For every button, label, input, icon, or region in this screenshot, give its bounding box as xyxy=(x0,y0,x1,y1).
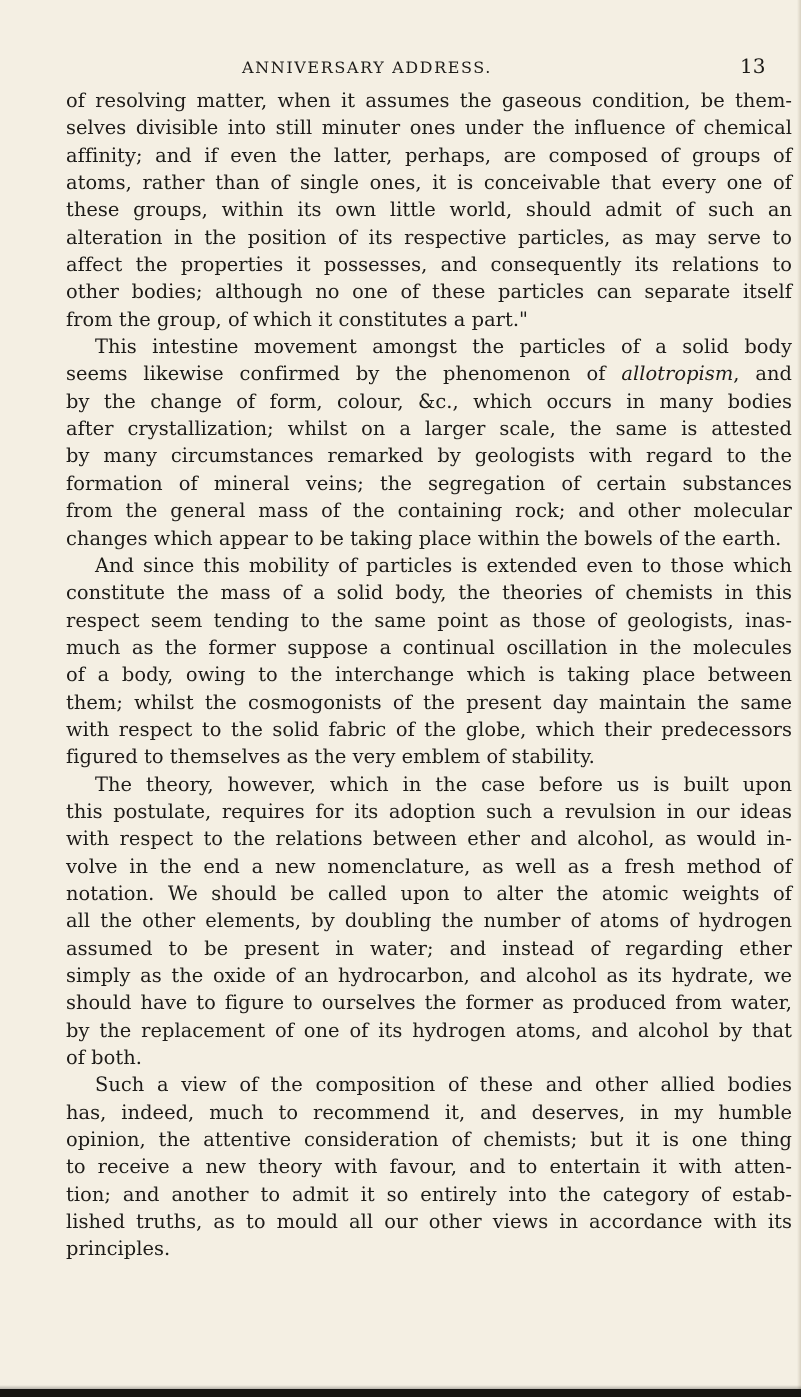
text-line: of a body, owing to the interchange which is taking place between xyxy=(66,663,792,687)
text-line: to receive a new theory with favour, and to entertain it with atten- xyxy=(66,1155,792,1179)
text-line: selves divisible into still minuter ones under the influence of chemical xyxy=(66,116,792,140)
text-line: by the replacement of one of its hydrogen atoms, and alcohol by that xyxy=(66,1018,792,1042)
text-line: opinion, the attentive consideration of chemists; but it is one thing xyxy=(66,1128,792,1152)
text-line: other bodies; although no one of these particles can separate itself xyxy=(66,280,792,304)
text-line: notation. We should be called upon to alter the atomic weights of xyxy=(66,881,792,905)
text-line: all the other elements, by doubling the number of atoms of hydrogen xyxy=(66,909,792,933)
text-line: seems likewise confirmed by the phenomenon of allotropism, and xyxy=(66,362,792,386)
text-line: should have to figure to ourselves the former as produced from water, xyxy=(66,991,792,1015)
text-line: after crystallization; whilst on a larger scale, the same is attested xyxy=(66,417,792,441)
text-line: respect seem tending to the same point as those of geologists, inas- xyxy=(66,608,792,632)
text-line: of both. xyxy=(66,1046,142,1070)
text-line: has, indeed, much to recommend it, and deserves, in my humble xyxy=(66,1100,792,1124)
text-line: this postulate, requires for its adoption such a revulsion in our ideas xyxy=(66,799,792,823)
text-line: by the change of form, colour, &c., which occurs in many bodies xyxy=(66,389,792,413)
text-line: principles. xyxy=(66,1237,171,1261)
page-number: 13 xyxy=(740,54,766,78)
text-line: volve in the end a new nomenclature, as well as a fresh method of xyxy=(66,854,792,878)
text-line: formation of mineral veins; the segregation of certain substances xyxy=(66,471,792,495)
text-line: And since this mobility of particles is extended even to those which xyxy=(95,553,792,577)
running-head: ANNIVERSARY ADDRESS. xyxy=(242,58,492,77)
italic-term: allotropism xyxy=(621,362,734,386)
text-line: alteration in the position of its respective particles, as may serve to xyxy=(66,225,792,249)
text-line: affect the properties it possesses, and consequently its relations to xyxy=(66,253,792,277)
text-line: affinity; and if even the latter, perhaps, are composed of groups of xyxy=(66,143,792,167)
text-line: from the general mass of the containing rock; and other molecular xyxy=(66,499,792,523)
text-line: of resolving matter, when it assumes the gaseous condition, be them- xyxy=(66,89,792,112)
text-line: assumed to be present in water; and instead of regarding ether xyxy=(66,936,792,960)
bottom-rule xyxy=(0,1389,801,1397)
body-text xyxy=(66,87,792,1263)
text-line: simply as the oxide of an hydrocarbon, and alcohol as its hydrate, we xyxy=(66,964,792,987)
text-line: tion; and another to admit it so entirely into the category of estab- xyxy=(66,1182,792,1206)
text-line: figured to themselves as the very emblem of stability. xyxy=(66,745,595,769)
text-line: by many circumstances remarked by geologists with regard to the xyxy=(66,444,792,468)
page-header xyxy=(0,54,801,82)
text-line: these groups, within its own little world, should admit of such an xyxy=(66,198,792,222)
text-line: with respect to the relations between ether and alcohol, as would in- xyxy=(66,827,792,851)
text-line: changes which appear to be taking place within the bowels of the earth. xyxy=(66,526,782,550)
page-edge xyxy=(797,0,801,1397)
text-line: Such a view of the composition of these and other allied bodies xyxy=(95,1073,792,1097)
text-line: lished truths, as to mould all our other views in accordance with its xyxy=(66,1210,792,1234)
text-line: much as the former suppose a continual oscillation in the molecules xyxy=(66,635,792,659)
text-line: from the group, of which it constitutes a part." xyxy=(66,307,529,331)
text-line: constitute the mass of a solid body, the theories of chemists in this xyxy=(66,581,792,605)
text-line: atoms, rather than of single ones, it is conceivable that every one of xyxy=(66,171,792,195)
text-line: with respect to the solid fabric of the globe, which their predecessors xyxy=(66,717,792,741)
text-line: The theory, however, which in the case before us is built upon xyxy=(95,772,792,796)
text-line: them; whilst the cosmogonists of the present day maintain the same xyxy=(66,690,792,714)
text-line: This intestine movement amongst the particles of a solid body xyxy=(95,335,792,359)
